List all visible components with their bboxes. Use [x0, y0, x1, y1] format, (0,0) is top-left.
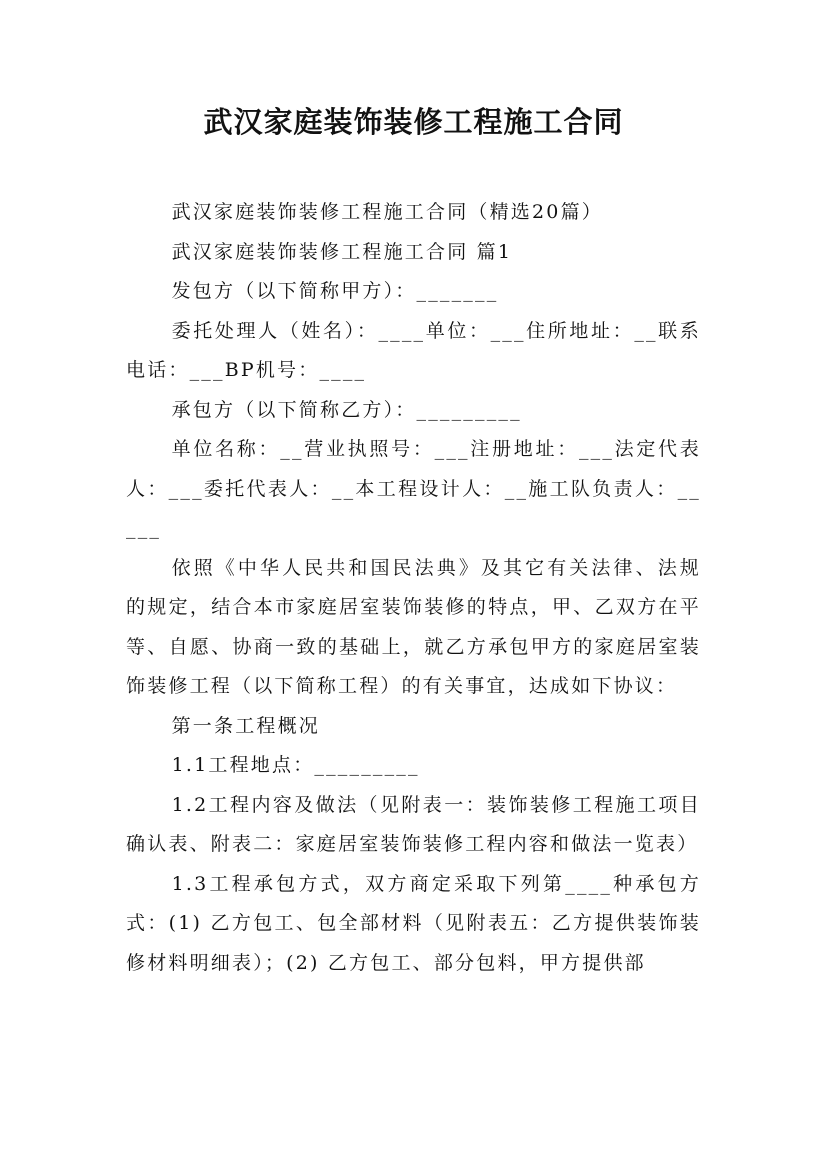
- paragraph-party-a: 发包方（以下简称甲方）：_______: [171, 280, 499, 302]
- paragraph-preamble: 依照《中华人民共和国民法典》及其它有关法律、法规的规定，结合本市家庭居室装饰装修的特点，甲、乙双方在平等、自愿、协商一致的基础上，就乙方承包甲方的家庭居室装饰装修工程（以下简称工程）的有关事宜，达成如下协议：: [126, 556, 701, 697]
- paragraph-section-heading: 武汉家庭装饰装修工程施工合同 篇1: [171, 240, 513, 263]
- document-title: 武汉家庭装饰装修工程施工合同: [203, 105, 624, 139]
- paragraph-article-1-heading: 第一条工程概况: [171, 714, 320, 737]
- document-body: [126, 193, 701, 983]
- paragraph-clause-1-3: 1.3工程承包方式，双方商定采取下列第____种承包方式：(1) 乙方包工、包全部材料（见附表五：乙方提供装饰装修材料明细表）；(2) 乙方包工、部分包料，甲方提供部: [126, 872, 701, 974]
- paragraph-party-a-agent: 委托处理人（姓名）：____单位：___住所地址：__联系电话：___BP机号：____: [126, 319, 701, 381]
- paragraph-party-b: 承包方（以下简称乙方）：_________: [171, 398, 522, 421]
- paragraph-clause-1-2: 1.2工程内容及做法（见附表一：装饰装修工程施工项目确认表、附表二：家庭居室装饰装修工程内容和做法一览表）: [126, 793, 701, 855]
- paragraph-party-b-details: 单位名称：__营业执照号：___注册地址：___法定代表人：___委托代表人：__本工程设计人：__施工队负责人：_____: [126, 438, 701, 539]
- paragraph-collection-title: 武汉家庭装饰装修工程施工合同（精选20篇）: [171, 201, 603, 223]
- paragraph-clause-1-1: 1.1工程地点：_________: [171, 754, 420, 776]
